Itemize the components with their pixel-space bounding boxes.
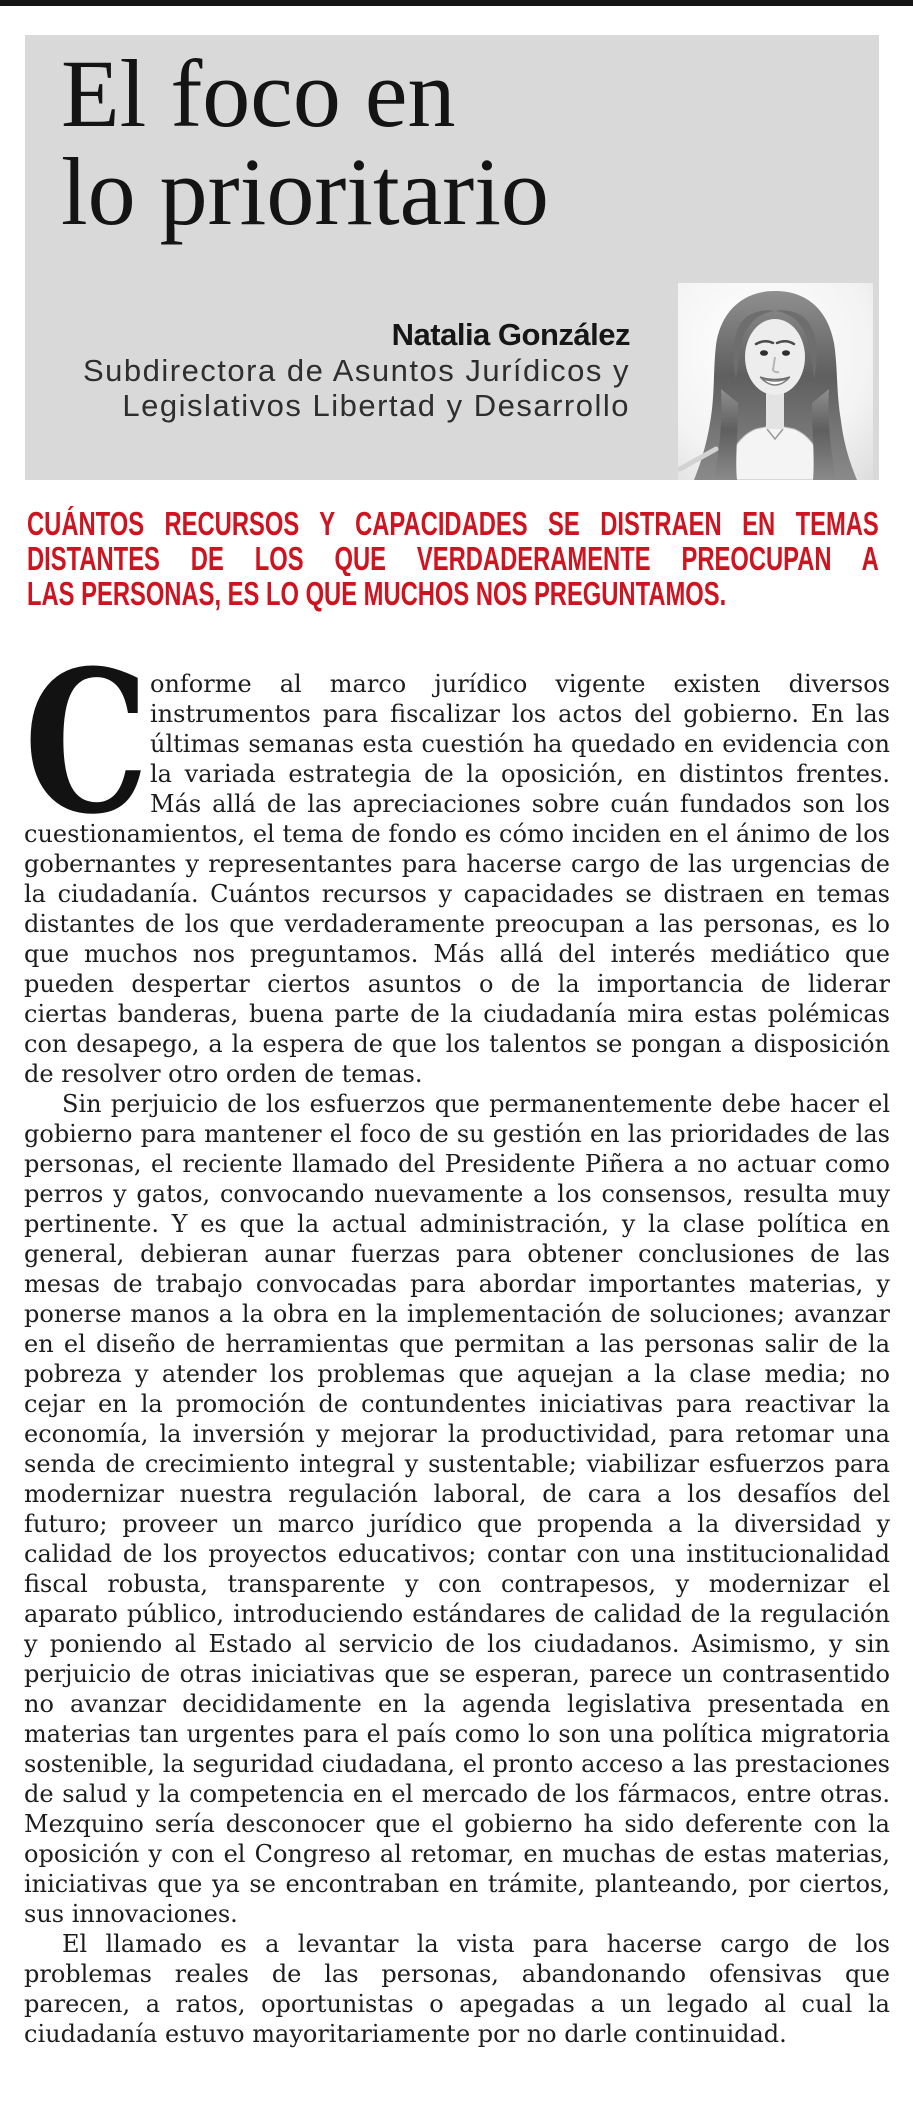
top-rule (0, 0, 913, 6)
title-line-1: El foco en (61, 40, 456, 147)
lede-line-3 (27, 576, 879, 611)
paragraph-first-text: onforme al marco jurídico vigente existen diversos instrumentos para fiscalizar los actos del gobierno. En las últimas semanas esta cuestión ha quedado en evidencia con la variada estrategia de la oposición, en distintos frentes. Más allá de las apreciaciones sobre cuán fundados son los cuestionamientos, el tema de fondo es cómo inciden en el ánimo de los gobernantes y representantes para hacerse cargo de las urgencias de la ciudadanía. Cuántos recursos y capacidades se distraen en temas distantes de los que verdaderamente preocupan a las personas, es lo que muchos nos preguntamos. Más allá del interés mediático que pueden despertar ciertos asuntos o de la importancia de liderar ciertas banderas, buena parte de la ciudadanía mira estas polémicas con desapego, a la espera de que los talentos se pongan a disposición de resolver otro orden de temas. (24, 670, 890, 1088)
title-line-2: lo prioritario (61, 138, 549, 245)
author-role-line-1: Subdirectora de Asuntos Jurídicos y (82, 353, 630, 388)
paragraph-first (24, 628, 890, 1089)
paragraph-second: Sin perjuicio de los esfuerzos que permanentemente debe hacer el gobierno para mantener el foco de su gestión en las prioridades de las personas, el reciente llamado del Presidente Piñera a no actuar como perros y gatos, convocando nuevamente a los consensos, resulta muy pertinente. Y es que la actual administración, y la clase política en general, debieran aunar fuerzas para obtener conclusiones de las mesas de trabajo convocadas para abordar importantes materias, y ponerse manos a la obra en la implementación de soluciones; avanzar en el diseño de herramientas que permitan a las personas salir de la pobreza y atender los problemas que aquejan a la clase media; no cejar en la promoción de contundentes iniciativas para reactivar la economía, la inversión y mejorar la productividad, para retomar una senda de crecimiento integral y sustentable; viabilizar esfuerzos para modernizar nuestra regulación laboral, de cara a los desafíos del futuro; proveer un marco jurídico que propenda a la diversidad y calidad de los proyectos educativos; contar con una institucionalidad fiscal robusta, transparente y con contrapesos, y modernizar el aparato público, introduciendo estándares de calidad de la regulación y poniendo al Estado al servicio de los ciudadanos. Asimismo, y sin perjuicio de otras iniciativas que se esperan, parece un contrasentido no avanzar decididamente en la agenda legislativa presentada en materias tan urgentes para el país como lo son una política migratoria sostenible, la seguridad ciudadana, el pronto acceso a las prestaciones de salud y la competencia en el mercado de los fármacos, entre otras. Mezquino sería desconocer que el gobierno ha sido deferente con la oposición y con el Congreso al retomar, en muchas de estas materias, iniciativas que ya se encontraban en trámite, planteando, por ciertos, sus innovaciones. (24, 1090, 890, 1928)
lede-line-1 (27, 506, 879, 541)
article-body (24, 628, 890, 2049)
drop-cap (24, 628, 149, 858)
author-portrait (678, 283, 873, 480)
lede-line-2-text: DISTANTES DE LOS QUE VERDADERAMENTE PREOCUPAN A (27, 541, 879, 576)
article-title (61, 40, 549, 245)
header-box (25, 35, 879, 480)
lede-line-2 (27, 541, 879, 576)
drop-cap-letter: C (24, 628, 149, 858)
author-name: Natalia González (391, 317, 630, 352)
portrait-illustration (678, 283, 873, 480)
author-role-line-2: Legislativos Libertad y Desarrollo (122, 388, 630, 423)
lede-line-3-text: LAS PERSONAS, ES LO QUE MUCHOS NOS PREGUNTAMOS. (27, 575, 727, 612)
author-block (83, 317, 630, 423)
lede-line-1-text: CUÁNTOS RECURSOS Y CAPACIDADES SE DISTRAEN EN TEMAS (27, 506, 879, 541)
paragraph-third: El llamado es a levantar la vista para hacerse cargo de los problemas reales de las personas, abandonando ofensivas que parecen, a ratos, oportunistas o apegadas a un legado al cual la ciudadanía estuvo mayoritariamente por no darle continuidad. (24, 1930, 890, 2048)
lede-block (27, 506, 879, 611)
